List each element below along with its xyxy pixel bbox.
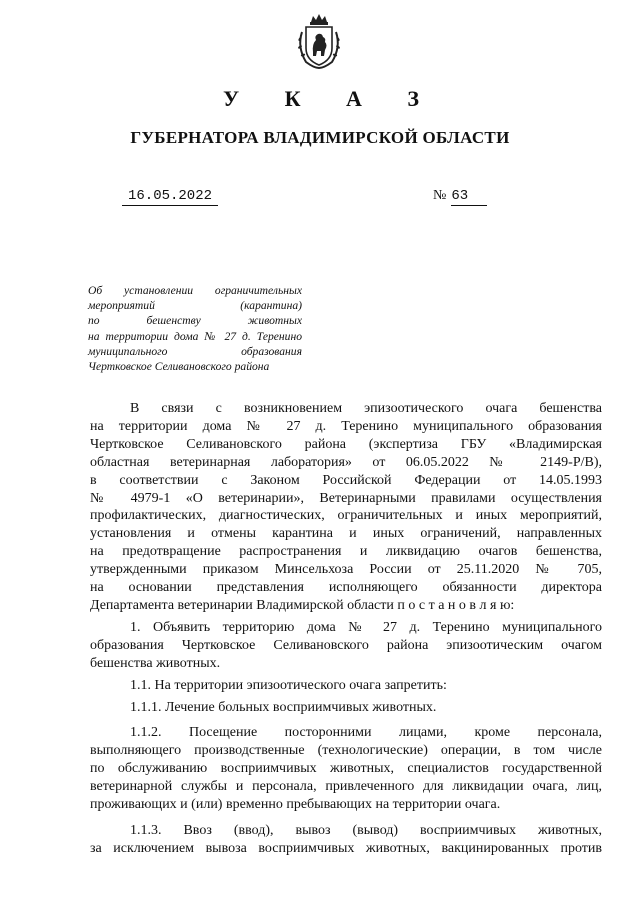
body-line: 1.1.3. Ввоз (ввод), вывоз (вывод) восприимчивых животных, <box>130 822 602 838</box>
body-line: 1.1.1. Лечение больных восприимчивых животных. <box>130 699 437 715</box>
subject-line: муниципального образования <box>88 344 302 358</box>
subject-line: Об установлении ограничительных <box>88 284 302 297</box>
body-line: за исключением вывоза восприимчивых животных, вакцинированных против <box>90 840 602 856</box>
clause-1-1-2 <box>90 724 602 814</box>
body-line: ветеринарной службы и персонала, привлеченного для ликвидации очага, лиц, <box>90 779 602 795</box>
body-line: областная ветеринарная лаборатория» от 06.05.2022 № 2149-Р/В), <box>90 454 602 470</box>
body-line: профилактических, диагностических, ограничительных и иных мероприятий, <box>90 508 602 524</box>
body-line: по обслуживанию восприимчивых животных, специалистов государственной <box>90 761 602 777</box>
body-line: Департамента ветеринарии Владимирской области п о с т а н о в л я ю: <box>90 597 515 613</box>
body-line: образования Чертковское Селивановского района эпизоотическим очагом <box>90 637 602 653</box>
decree-subject <box>88 283 302 374</box>
preamble-paragraph <box>90 400 602 615</box>
decree-date: 16.05.2022 <box>128 188 213 204</box>
subject-line: по бешенству животных <box>88 314 302 328</box>
body-line: утвержденными приказом Минсельхоза России от 25.11.2020 № 705, <box>90 562 602 578</box>
number-value: 63 <box>451 188 469 204</box>
body-line: на основании представления исполняющего обязанности директора <box>90 580 602 596</box>
clause-1-1 <box>90 677 602 695</box>
body-line: проживающих и (или) временно пребывающих на территории очага. <box>90 797 501 813</box>
document-issuer: ГУБЕРНАТОРА ВЛАДИМИРСКОЙ ОБЛАСТИ <box>130 128 510 147</box>
number-label: № <box>433 188 447 203</box>
body-line: 1.1. На территории эпизоотического очага запретить: <box>130 677 447 693</box>
body-line: в соответствии с Законом Российской Федерации от 14.05.1993 <box>90 472 602 488</box>
body-line: на предотвращение распространения и ликвидацию очагов бешенства, <box>90 544 602 560</box>
body-line: на территории дома № 27 д. Теренино муниципального образования <box>90 418 602 434</box>
body-line: В связи с возникновением эпизоотического очага бешенства <box>130 401 602 416</box>
decree-body <box>90 400 602 858</box>
date-underline <box>122 205 218 206</box>
body-line: выполняющего производственные (технологические) операции, в том числе <box>90 743 602 759</box>
clause-1 <box>90 619 602 673</box>
body-line: № 4979-1 «О ветеринарии», Ветеринарными правилами осуществления <box>90 490 602 506</box>
body-line: Чертковское Селивановского района (экспертиза ГБУ «Владимирская <box>90 436 602 452</box>
subject-line: мероприятий (карантина) <box>88 299 302 313</box>
coat-of-arms-emblem <box>294 12 344 70</box>
subject-line: на территории дома № 27 д. Теренино <box>88 329 302 343</box>
body-line: установления и отмены карантина и иных ограничений, направленных <box>90 526 602 542</box>
clause-1-1-3 <box>90 822 602 858</box>
number-underline <box>451 205 487 206</box>
body-line: 1.1.2. Посещение посторонними лицами, кроме персонала, <box>130 725 602 741</box>
body-line: 1. Объявить территорию дома № 27 д. Теренино муниципального <box>130 619 602 635</box>
subject-line: Чертковское Селивановского района <box>88 360 270 374</box>
decree-number <box>433 188 468 204</box>
body-line: бешенства животных. <box>90 655 221 671</box>
document-title: У К А З <box>222 86 440 111</box>
clause-1-1-1 <box>90 699 602 717</box>
